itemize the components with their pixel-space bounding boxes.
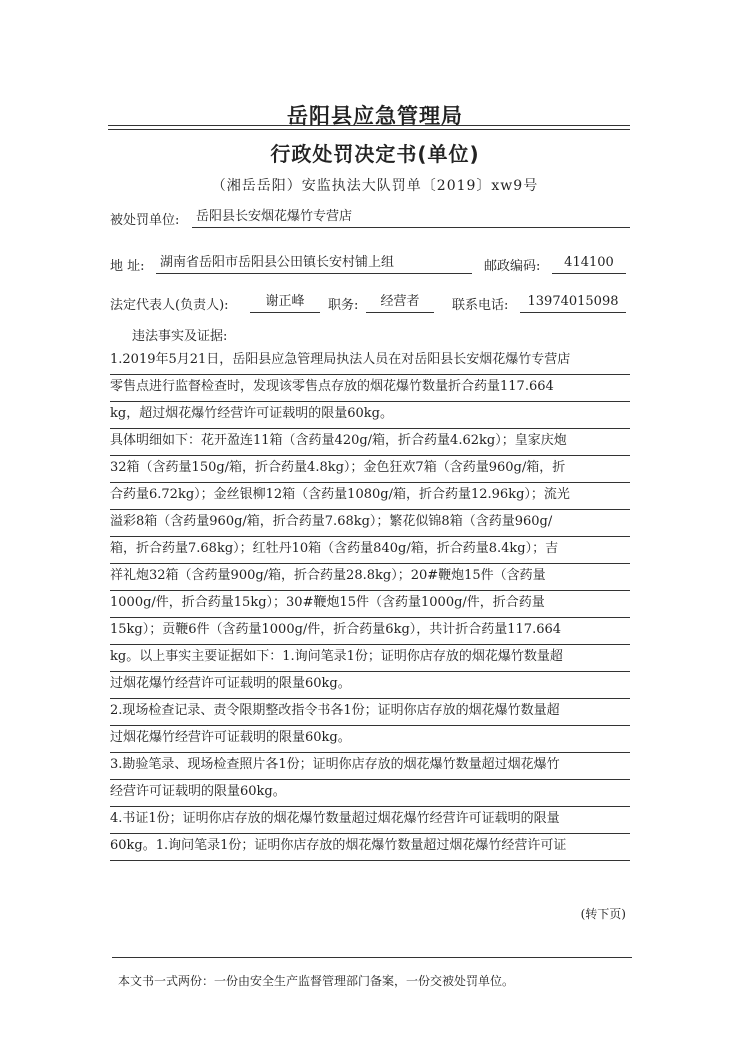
body-line: 经营许可证载明的限量60kg。 (110, 780, 630, 807)
body-line: 箱，折合药量7.68kg）；红牡丹10箱（含药量840g/箱，折合药量8.4kg）；吉 (110, 537, 630, 564)
position-value: 经营者 (366, 292, 434, 313)
document-title: 行政处罚决定书(单位) (270, 142, 480, 166)
body-line: 祥礼炮32箱（含药量900g/箱，折合药量28.8kg）；20#鞭炮15件（含药量 (110, 564, 630, 591)
position-label: 职务: (328, 298, 359, 313)
party-name-value: 岳阳县长安烟花爆竹专营店 (192, 207, 630, 228)
body-line: 合药量6.72kg）；金丝银柳12箱（含药量1080g/箱，折合药量12.96kg）；流光 (110, 483, 630, 510)
body-line: 32箱（含药量150g/箱，折合药量4.8kg）；金色狂欢7箱（含药量960g/箱，折 (110, 456, 630, 483)
body-line: 溢彩8箱（含药量960g/箱，折合药量7.68kg）；繁花似锦8箱（含药量960g/ (110, 510, 630, 537)
turn-page-note: (转下页) (580, 907, 626, 921)
body-line: 3.勘验笔录、现场检查照片各1份；证明你店存放的烟花爆竹数量超过烟花爆竹 (110, 753, 630, 780)
body-line: 15kg）；贡鞭6件（含药量1000g/件，折合药量6kg），共计折合药量117.664 (110, 618, 630, 645)
body-line: kg，超过烟花爆竹经营许可证载明的限量60kg。 (110, 402, 630, 429)
footer-rule (112, 957, 632, 958)
phone-label: 联系电话: (452, 298, 509, 313)
address-value: 湖南省岳阳市岳阳县公田镇长安村铺上组 (156, 253, 472, 274)
postcode-value: 414100 (552, 253, 626, 274)
header-rule-thick (108, 125, 630, 126)
body-line: kg。以上事实主要证据如下：1.询问笔录1份；证明你店存放的烟花爆竹数量超 (110, 645, 630, 672)
body-line: 具体明细如下：花开盈连11箱（含药量420g/箱，折合药量4.62kg）；皇家庆炮 (110, 429, 630, 456)
representative-value: 谢正峰 (250, 292, 320, 313)
body-line: 过烟花爆竹经营许可证载明的限量60kg。 (110, 672, 630, 699)
phone-value: 13974015098 (520, 292, 626, 313)
agency-name: 岳阳县应急管理局 (287, 104, 463, 128)
body-line: 过烟花爆竹经营许可证载明的限量60kg。 (110, 726, 630, 753)
body-line: 1000g/件，折合药量15kg）；30#鞭炮15件（含药量1000g/件，折合药量 (110, 591, 630, 618)
representative-label: 法定代表人(负责人): (110, 298, 229, 313)
body-line: 60kg。1.询问笔录1份；证明你店存放的烟花爆竹数量超过烟花爆竹经营许可证 (110, 834, 630, 861)
party-name-label: 被处罚单位: (110, 213, 180, 228)
body-line: 1.2019年5月21日，岳阳县应急管理局执法人员在对岳阳县长安烟花爆竹专营店 (110, 348, 630, 375)
address-label: 地 址: (110, 259, 145, 274)
document-number: （湘岳岳阳）安监执法大队罚单〔2019〕xw9号 (211, 178, 539, 194)
postcode-label: 邮政编码: (484, 259, 541, 274)
body-line: 2.现场检查记录、责令限期整改指令书各1份；证明你店存放的烟花爆竹数量超 (110, 699, 630, 726)
footer-note: 本文书一式两份：一份由安全生产监督管理部门备案，一份交被处罚单位。 (118, 974, 515, 988)
body-line: 4.书证1份；证明你店存放的烟花爆竹数量超过烟花爆竹经营许可证载明的限量 (110, 807, 630, 834)
header-rule-thin (108, 129, 630, 130)
body-line: 零售点进行监督检查时，发现该零售点存放的烟花爆竹数量折合药量117.664 (110, 375, 630, 402)
violation-facts-body (110, 348, 630, 861)
section-title: 违法事实及证据: (132, 329, 228, 344)
